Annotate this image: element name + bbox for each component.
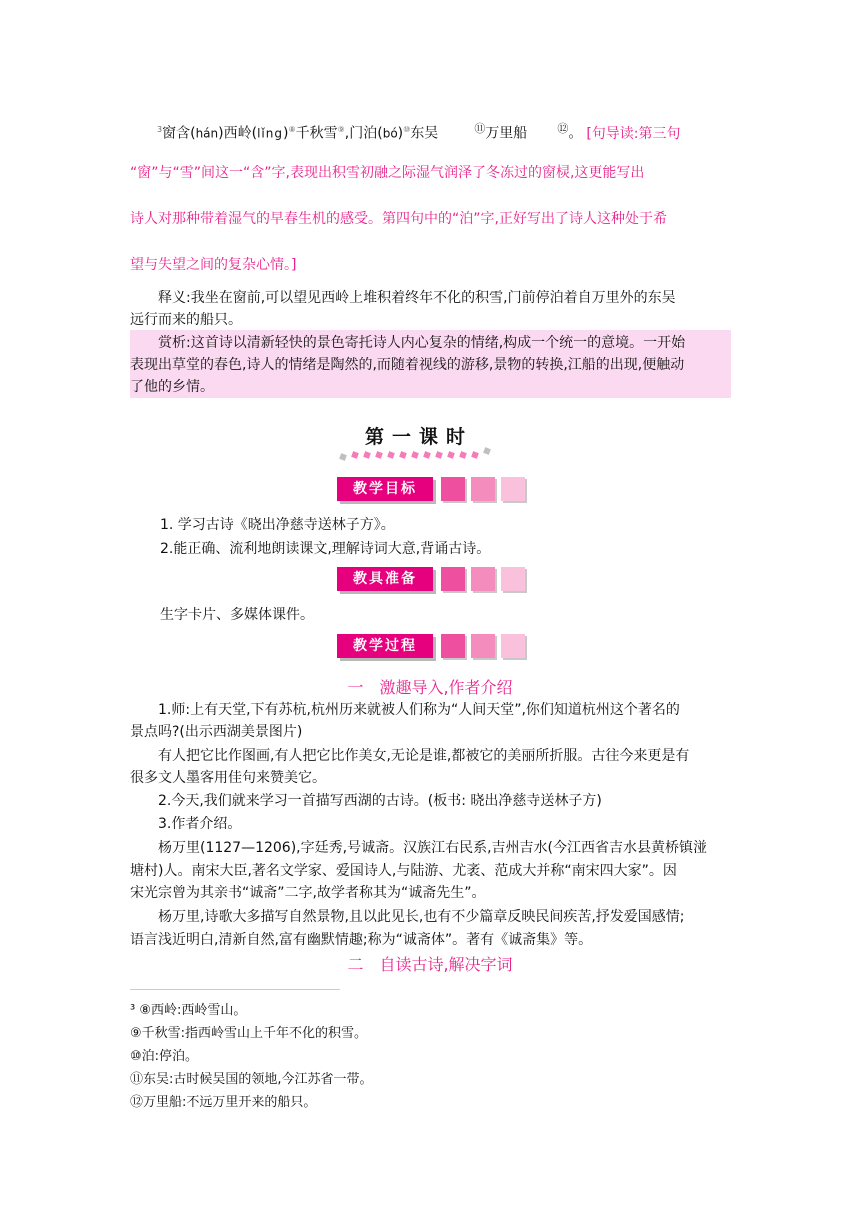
appreciation-line-3: 了他的乡情。 [130, 379, 214, 395]
section-label: 教学目标 [337, 477, 433, 501]
part1-heading: 一 激趣导入,作者介绍 [347, 678, 513, 697]
decorative-dots [338, 446, 500, 462]
part1-p3: 2.今天,我们就来学习一首描写西湖的古诗。(板书: 晓出净慈寺送林子方) [158, 793, 602, 809]
part1-p2a: 有人把它比作图画,有人把它比作美女,无论是谁,都被它的美丽所折服。古往今来更是有 [158, 748, 690, 764]
guide-line-2: 诗人对那种带着湿气的早春生机的感受。第四句中的“泊”字,正好写出了诗人这种处于希 [130, 211, 667, 227]
part1-p5b: 塘村)人。南宋大臣,著名文学家、爱国诗人,与陆游、尤袤、范成大并称“南宋四大家”。因 [130, 863, 677, 879]
part1-p6a: 杨万里,诗歌大多描写自然景物,且以此见长,也有不少篇章反映民间疾苦,抒发爱国感情; [158, 909, 685, 925]
goal-item-2: 2.能正确、流利地朗读课文,理解诗词大意,背诵古诗。 [160, 541, 491, 557]
pinyin: lǐng [257, 126, 283, 141]
section-label: 教具准备 [337, 567, 433, 591]
part1-p1b: 景点吗?(出示西湖美景图片) [130, 724, 303, 740]
footnote-divider [130, 989, 340, 990]
goal-item-1: 1. 学习古诗《晓出净慈寺送林子方》。 [160, 517, 395, 533]
lesson-title: 第一课时 [364, 426, 473, 448]
part1-p6b: 语言浅近明白,清新自然,富有幽默情趣;称为“诚斋体”。著有《诚斋集》等。 [130, 932, 593, 948]
footnote-marker: 3 [157, 125, 163, 134]
appreciation-line-1: 赏析:这首诗以清新轻快的景色寄托诗人内心复杂的情绪,构成一个统一的意境。一开始 [158, 335, 686, 351]
part1-p1a: 1.师:上有天堂,下有苏杭,杭州历来就被人们称为“人间天堂”,你们知道杭州这个著名的 [158, 702, 680, 718]
footnote-1: ³ ⑧西岭:西岭雪山。 [130, 1003, 247, 1018]
tools-text: 生字卡片、多媒体课件。 [160, 607, 314, 623]
explanation-line-1: 释义:我坐在窗前,可以望见西岭上堆积着终年不化的积雪,门前停泊着自万里外的东吴 [158, 290, 676, 306]
guide-line-3: 望与失望之间的复杂心情。] [130, 257, 297, 273]
footnote-5: ⑫万里船:不远万里开来的船只。 [130, 1095, 317, 1110]
part1-p4: 3.作者介绍。 [158, 816, 242, 832]
footnote-3: ⑩泊:停泊。 [130, 1049, 199, 1064]
guide-reading: [句导读:第三句 [586, 125, 681, 142]
part1-p5a: 杨万里(1127—1206),字廷秀,号诚斋。汉族江右民系,吉州吉水(今江西省吉水县黄桥镇湴 [158, 840, 707, 856]
appreciation-line-2: 表现出草堂的春色,诗人的情绪是陶然的,而随着视线的游移,景物的转换,江船的出现,便触动 [130, 357, 685, 373]
guide-line-1: “窗”与“雪”间这一“含”字,表现出积雪初融之际湿气润泽了冬冻过的窗棂,这更能写出 [130, 165, 645, 181]
pinyin: bó [382, 126, 398, 141]
part1-p2b: 很多文人墨客用佳句来赞美它。 [130, 770, 326, 786]
part2-heading: 二 自读古诗,解决字词 [347, 955, 513, 974]
section-label: 教学过程 [337, 634, 433, 658]
footnote-2: ⑨千秋雪:指西岭雪山上千年不化的积雪。 [130, 1026, 368, 1041]
footnote-4: ⑪东吴:古时候吴国的领地,今江苏省一带。 [130, 1072, 373, 1087]
part1-p5c: 宋光宗曾为其亲书“诚斋”二字,故学者称其为“诚斋先生”。 [130, 885, 486, 901]
poem-line: $^3$窗含(hán)西岭(lǐng)⑧千秋雪⑨,门泊(bó)⑩东吴 ⑪万里船 ⑫。 [句导读:第三句 [157, 122, 681, 142]
explanation-line-2: 远行而来的船只。 [130, 312, 242, 328]
pinyin: hán [195, 126, 219, 141]
